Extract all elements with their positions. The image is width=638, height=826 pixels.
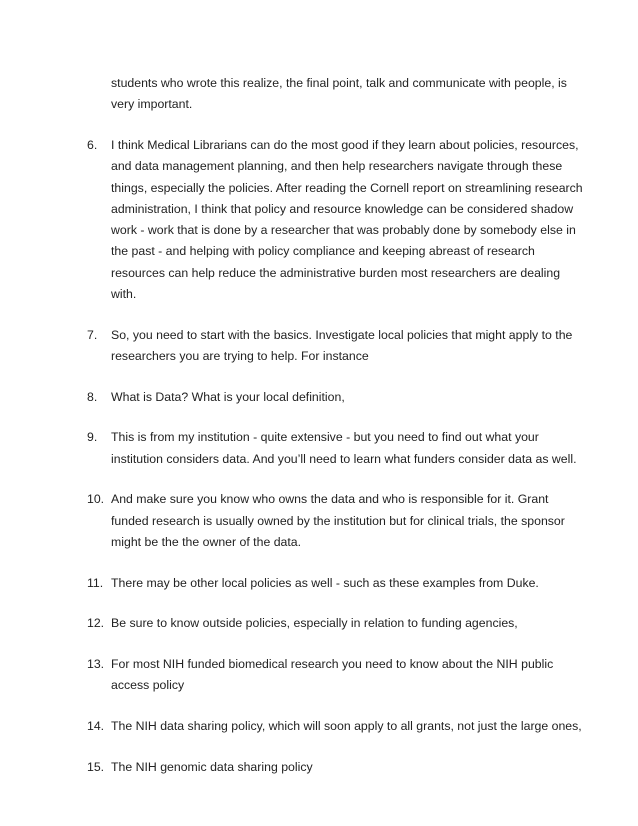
- list-item-number: 13.: [87, 657, 105, 672]
- list-item: [87, 613, 587, 634]
- list-item: [87, 757, 587, 778]
- list-item: [87, 427, 587, 470]
- list-item-text: This is from my institution - quite extensive - but you need to find out what your institution considers data. And you’ll need to learn what funders consider data as well.: [111, 430, 577, 466]
- list-item-number: 12.: [87, 616, 105, 631]
- list-item-text: For most NIH funded biomedical research you need to know about the NIH public access policy: [111, 657, 554, 693]
- list-item: [87, 489, 587, 553]
- list-item-number: 15.: [87, 759, 105, 774]
- list-item-number: 14.: [87, 719, 105, 734]
- list-item-continuation: [87, 73, 587, 116]
- list-item-number: 11.: [87, 575, 104, 590]
- list-item-text: There may be other local policies as well - such as these examples from Duke.: [111, 575, 539, 590]
- list-item-number: 7.: [87, 327, 98, 342]
- list-item: [87, 716, 587, 737]
- list-item-number: 6.: [87, 137, 98, 152]
- list-item-text: I think Medical Librarians can do the most good if they learn about policies, resources, and data management planning, and then help researchers navigate through these things, especially the policies. After reading the Cornell report on streamlining research administration, I think that policy and resource knowledge can be considered shadow work - work that is done by a researcher that was probably done by somebody else in the past - and helping with policy compliance and keeping abreast of research resources can help reduce the administrative burden most researchers are dealing with.: [111, 137, 583, 302]
- list-item-text: And make sure you know who owns the data and who is responsible for it. Grant funded research is usually owned by the institution but for clinical trials, the sponsor might be the the owner of the data.: [111, 492, 565, 549]
- list-item: [87, 387, 587, 408]
- list-item-text: students who wrote this realize, the final point, talk and communicate with people, is very important.: [111, 76, 567, 112]
- list-item-number: 8.: [87, 389, 98, 404]
- list-item-text: So, you need to start with the basics. Investigate local policies that might apply to the researchers you are trying to help. For instance: [111, 327, 573, 364]
- document-body: [87, 73, 587, 797]
- list-item-text: What is Data? What is your local definition,: [111, 389, 345, 404]
- list-item-number: 10.: [87, 492, 105, 507]
- list-item: [87, 325, 587, 368]
- list-item: [87, 573, 587, 594]
- list-item: [87, 654, 587, 697]
- list-item-text: The NIH genomic data sharing policy: [111, 759, 313, 774]
- list-item-text: Be sure to know outside policies, especially in relation to funding agencies,: [111, 616, 518, 631]
- list-item-text: The NIH data sharing policy, which will soon apply to all grants, not just the large ones,: [111, 719, 582, 734]
- list-item-number: 9.: [87, 430, 98, 445]
- list-item: [87, 135, 587, 305]
